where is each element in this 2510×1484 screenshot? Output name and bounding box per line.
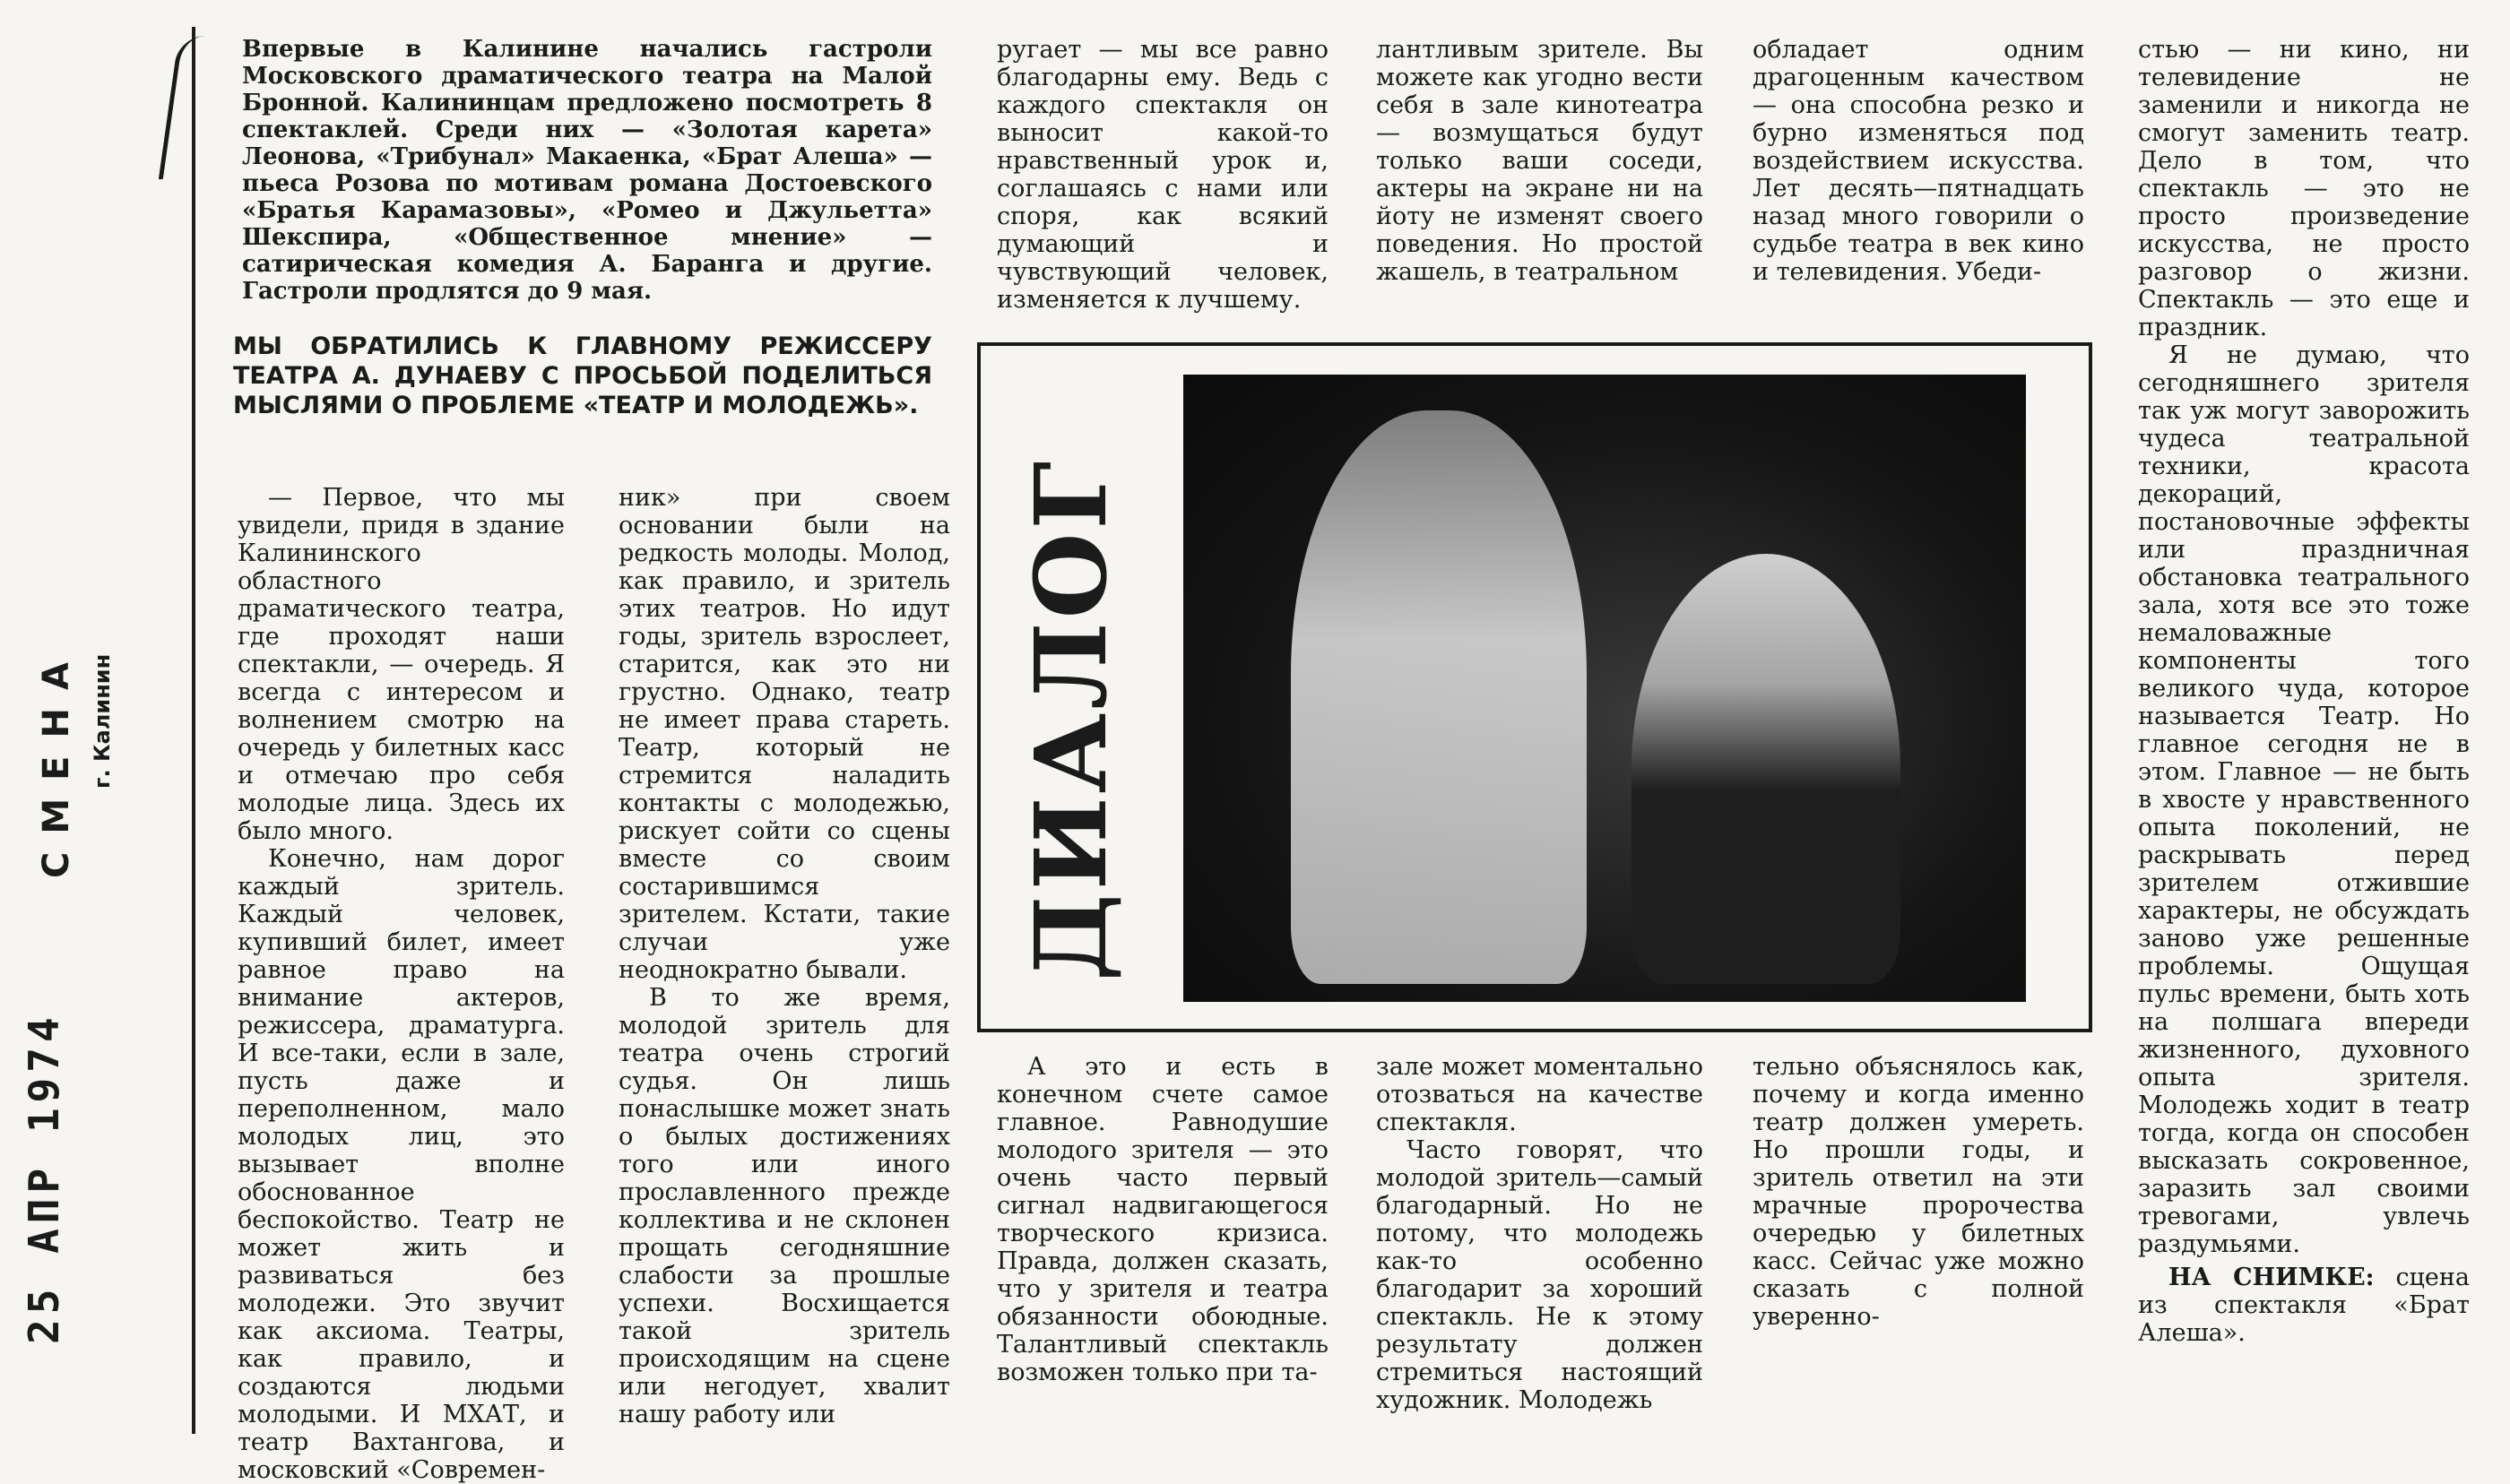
- article-headline: МЫ ОБРАТИЛИСЬ К ГЛАВНОМУ РЕЖИССЕРУ ТЕАТРА А. ДУНАЕВУ С ПРОСЬБОЙ ПОДЕЛИТЬСЯ МЫСЛЯМИ О ПРОБЛЕМЕ «ТЕАТР И МОЛОДЕЖЬ».: [233, 332, 932, 419]
- column-4-bottom: [1376, 1053, 1703, 1434]
- paragraph: В то же время, молодой зритель для театра очень строгий судья. Он лишь понаслышке может знать о былых достижениях того или иного прославленного прежде коллектива и не склонен прощать сегодняшние слабости за прошлые успехи. Восхищается такой зритель происходящим на сцене или негодует, хвалит нашу работу или: [619, 984, 950, 1428]
- paragraph: зале может моментально отозваться на качестве спектакля.: [1376, 1053, 1703, 1136]
- column-3-top: [997, 36, 1329, 323]
- paragraph: стью — ни кино, ни телевидение не заменили и никогда не смогут заменить театр. Дело в том, что спектакль — это не просто произведение искусства, не просто разговор о жизни. Спектакль — это еще и праздник.: [2138, 36, 2470, 341]
- column-4-top: [1376, 36, 1703, 323]
- paragraph: — Первое, что мы увидели, придя в здание Калининского областного драматического театра, где проходят наши спектакли, — очередь. Я всегда с интересом и волнением смотрю на очередь у билетных касс и отмечаю про себя молодые лица. Здесь их было много.: [238, 484, 565, 845]
- handwritten-mark: [159, 36, 210, 179]
- column-rule: [192, 27, 195, 1434]
- paragraph: Я не думаю, что сегодняшнего зрителя так уж могут заворожить чудеса театральной техники, красота декораций, постановочные эффекты или праздничная обстановка театрального зала, хотя все это тоже немаловажные компоненты того великого чуда, которое называется Театр. Но главное сегодня не в этом. Главное — не быть в хвосте у нравственного опыта поколений, не раскрывать перед зрителем отжившие характеры, не обсуждать заново уже решенные проблемы. Ощущая пульс времени, быть хоть на полшага впереди жизненного, духовного опыта зрителя. Молодежь ходит в театр тогда, когда он способен высказать сокровенное, заразить зал своими тревогами, увлечь раздумьями.: [2138, 341, 2470, 1258]
- paragraph: Конечно, нам дорог каждый зритель. Каждый человек, купивший билет, имеет равное право на внимание актеров, режиссера, драматурга. И все-таки, если в зале, пусть даже и переполненном, мало молодых лиц, это вызывает вполне обоснованное беспокойство. Театр не может жить и развиваться без молодежи. Это звучит как аксиома. Театры, как правило, и создаются людьми молодыми. И МХАТ, и театр Вахтангова, и московский «Современ-: [238, 845, 565, 1484]
- caption-text: сцена из спектакля «Брат Алеша».: [2138, 1264, 2470, 1347]
- paragraph: тельно объяснялось как, почему и когда именно театр должен умереть. Но прошли годы, и зритель ответил на эти мрачные пророчества очередью у билетных касс. Сейчас уже можно сказать с полной уверенно-: [1753, 1053, 2084, 1331]
- paragraph: ник» при своем основании были на редкость молоды. Молод, как правило, и зритель этих театров. Но идут годы, зритель взрослеет, старится, как это ни грустно. Однако, театр не имеет права стареть. Театр, который не стремится наладить контакты с молодежью, рискует сойти со сцены вместе со своим состарившимся зрителем. Кстати, такие случаи уже неоднократно бывали.: [619, 484, 950, 984]
- paragraph: лантливым зрителе. Вы можете как угодно вести себя в зале кинотеатра — возмущаться будут только ваши соседи, актеры на экране ни на йоту не изменят своего поведения. Но простой жашель, в театральном: [1376, 36, 1703, 286]
- column-5-bottom: [1753, 1053, 2084, 1434]
- paragraph: ругает — мы все равно благодарны ему. Ведь с каждого спектакля он выносит какой-то нравственный урок и, соглашаясь с нами или споря, как всякий думающий и чувствующий человек, изменяется к лучшему.: [997, 36, 1329, 314]
- photo-caption: [2138, 1264, 2470, 1362]
- newspaper-name: СМЕНА: [36, 644, 77, 878]
- paragraph: А это и есть в конечном счете самое главное. Равнодушие молодого зрителя — это очень часто первый сигнал надвигающегося творческого кризиса. Правда, должен сказать, что у зрителя и театра обязанности обоюдные. Талантливый спектакль возможен только при та-: [997, 1053, 1329, 1386]
- column-1: [238, 484, 565, 1484]
- newspaper-city: г. Калинин: [90, 653, 115, 789]
- actor-figure-left: [1291, 410, 1587, 984]
- column-6: [2138, 36, 2470, 1258]
- paragraph: обладает одним драгоценным качеством — она способна резко и бурно изменяться под воздействием искусства. Лет десять—пятнадцать назад много говорили о судьбе театра в век кино и телевидения. Убеди-: [1753, 36, 2084, 286]
- intro-paragraph: Впервые в Калинине начались гастроли Московского драматического театра на Малой Бронной. Калининцам предложено посмотреть 8 спектаклей. Среди них — «Золотая карета» Леонова, «Трибунал» Макаенка, «Брат Алеша» — пьеса Розова по мотивам романа Достоевского «Братья Карамазовы», «Ромео и Джульетта» Шекспира, «Общественное мнение» — сатирическая комедия А. Баранга и другие. Гастроли продлятся до 9 мая.: [242, 36, 932, 305]
- paragraph: Часто говорят, что молодой зритель—самый благодарный. Но не потому, что молодежь как-то особенно благодарит за хороший спектакль. Не к этому результату должен стремиться настоящий художник. Молодежь: [1376, 1136, 1703, 1414]
- column-5-top: [1753, 36, 2084, 323]
- column-2: [619, 484, 950, 1434]
- date-stamp: 25 АПР 1974: [20, 1012, 68, 1344]
- actor-figure-right: [1632, 554, 1900, 984]
- column-3-bottom: [997, 1053, 1329, 1434]
- caption-lead: НА СНИМКЕ:: [2168, 1264, 2375, 1291]
- stage-photo: [1183, 375, 2026, 1002]
- article-intro: [242, 36, 932, 327]
- photo-title: ДИАЛОГ: [1013, 457, 1129, 981]
